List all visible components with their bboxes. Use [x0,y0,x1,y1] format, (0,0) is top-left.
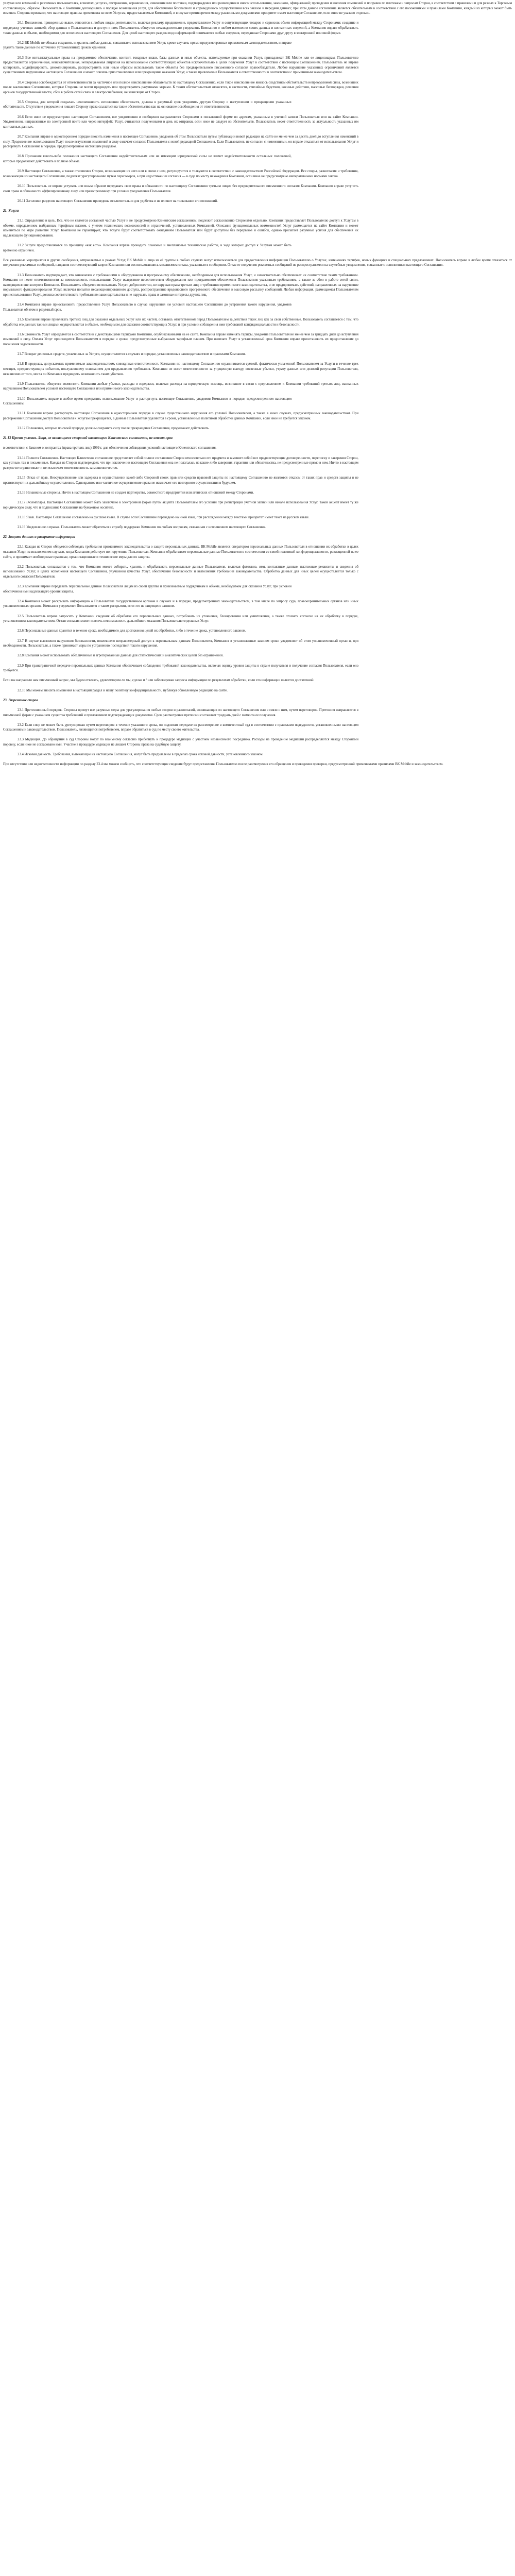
paragraph: 22.2 Пользователь соглашается с тем, что Компания может собирать, хранить и обрабатывать персональные данные Пользователя, включая фамилию, имя, контактные данные, платежные реквизиты и сведения об использовании Услуг, в целях исполнения настоящего Соглашения, улучшения качества Услуг, обеспечения безопасности и выполнения требований законодательства. Обработка данных для иных целей осуществляется только с отдельного согласия Пользователя. [3,565,358,579]
paragraph: в соответствии с Законом о контрактах (права третьих лиц) 1999 г. для обеспечения соблюдения условий настоящего Клиентского соглашения. [3,446,217,450]
section-heading: 23. Разрешение споров [3,698,38,702]
paragraph: 20.3 Все интеллектуальные права на программное обеспечение, контент, товарные знаки, базы данных и иные объекты, используемые при оказании Услуг, принадлежат ВК Mobile или ее лицензиарам. Пользователю предоставляется ограниченная, неисключительная, непередаваемая лицензия на использование соответствующих объектов исключительно в целях получения Услуг в соответствии с настоящим Соглашением. Пользователь не вправе копировать, модифицировать, декомпилировать, распространять или иным образом использовать такие объекты без предварительного письменного согласия правообладателя. Любое нарушение указанных ограничений является существенным нарушением настоящего Соглашения и может повлечь приостановление или прекращение оказания Услуг, а также привлечение Пользователя к ответственности в соответствии с применимым законодательством. [3,56,358,75]
paragraph: 22.7 В случае выявления нарушения безопасности, повлекшего неправомерный доступ к персональным данным Пользователя, Компания в установленные законом сроки уведомляет об этом уполномоченный орган и, при необходимости, Пользователя, а также принимает меры по устранению последствий такого нарушения. [3,639,358,648]
paragraph: 20.8 Признание какого-либо положения настоящего Соглашения недействительным или не имеющим юридической силы не влечет недействительности остальных положений, которые продолжают действовать в полном объеме. [3,155,291,163]
paragraph: 22.4 Компания может раскрывать информацию о Пользователе государственным органам в случаях и в порядке, предусмотренных законодательством, в том числе по запросу суда, правоохранительных органов или иных уполномоченных органов. Компания уведомляет Пользователя о таком раскрытии, если это не запрещено законом. [3,599,358,608]
paragraph: 21.12 Положения, которые по своей природе должны сохранять силу после прекращения Соглашения, продолжают действовать. [18,427,210,431]
paragraph: 20.10 Пользователь не вправе уступать или иным образом передавать свои права и обязанности по настоящему Соглашению третьим лицам без предварительного письменного согласия Компании. Компания вправе уступить свои права и обязанности аффилированному лицу или правопреемнику при условии уведомления Пользователя. [3,184,358,193]
paragraph: 21.2 Услуги предоставляются по принципу «как есть». Компания вправе проводить плановые и внеплановые технические работы, в ходе которых доступ к Услугам может быть временно ограничен. [3,244,291,252]
paragraph: 22.3 Компания вправе передавать персональные данные Пользователя лицам из своей группы и привлекаемым подрядчикам в объеме, необходимом для оказания Услуг, при условии обеспечения ими надлежащего уровня защиты. [3,585,291,594]
paragraph: 21.11 Компания вправе расторгнуть настоящее Соглашение в одностороннем порядке в случае существенного нарушения его условий Пользователем, а также в иных случаях, предусмотренных законодательством. При расторжении Соглашения доступ Пользователя к Услугам прекращается, а данные Пользователя удаляются в сроки, установленные политикой обработки данных Компании, если иное не требуется законом. [3,412,358,420]
paragraph: 20.4 Стороны освобождаются от ответственности за частичное или полное неисполнение обязательств по настоящему Соглашению, если такое неисполнение явилось следствием обстоятельств непреодолимой силы, возникших после заключения Соглашения, которые Стороны не могли предвидеть или предотвратить разумными мерами. К таким обстоятельствам относятся, в частности, стихийные бедствия, военные действия, массовые беспорядки, решения органов государственной власти, сбои в работе сетей связи и электроснабжения, не зависящие от Сторон. [3,80,358,94]
paragraph: 21.1 Определение и цель. Все, что не является составной частью Услуг и не предусмотрено Клиентским соглашением, подлежит согласованию Сторонами отдельно. Компания предоставляет Пользователю доступ к Услугам в объеме, определенном выбранным тарифным планом, с учетом технических возможностей и ограничений, установленных Компанией. Описание функциональных возможностей Услуг размещается на сайте Компании и может изменяться по мере развития Услуг. Компания не гарантирует, что Услуги будут соответствовать ожиданиям Пользователя или будут доступны без перерывов и ошибок, однако прилагает разумные усилия для обеспечения их надлежащего функционирования. [3,219,358,238]
paragraph: 21.15 Отказ от прав. Неосуществление или задержка в осуществлении какой-либо Стороной своих прав или средств правовой защиты по настоящему Соглашению не являются отказом от таких прав и средств защиты и не препятствуют их дальнейшему осуществлению. Однократное или частичное осуществление права не исключает его повторного осуществления в будущем. [3,476,358,485]
paragraph: 21.8 В пределах, допускаемых применимым законодательством, совокупная ответственность Компании по настоящему Соглашению ограничивается суммой, фактически уплаченной Пользователем за Услуги в течение трех месяцев, предшествующих событию, послужившему основанием для предъявления требования. Компания не несет ответственности за упущенную выгоду, косвенные убытки, утрату данных или деловой репутации Пользователя, независимо от того, могла ли Компания предвидеть возможность таких убытков. [3,362,358,376]
paragraph: При отсутствии или недостаточности информации по разделу 23.4 мы можем сообщить, что соответствующие сведения будут предоставлены Пользователю после рассмотрения его обращения и проведения проверки, предусмотренной применимыми правилами ВК Mobile и законодательством. [3,762,443,767]
paragraph: 21.5 Компания вправе привлекать третьих лиц для оказания отдельных Услуг или их частей, оставаясь ответственной перед Пользователем за действия таких лиц как за свои собственные. Пользователь соглашается с тем, что обработка его данных такими лицами осуществляется в объеме, необходимом для оказания соответствующих Услуг, и при условии соблюдения ими требований конфиденциальности и безопасности. [3,318,358,327]
section-heading: 21.13 Прочие условия. Лица, не являющиеся стороной настоящего Клиентского соглашения, не имеют прав [3,436,173,440]
paragraph: 21.7 Возврат денежных средств, уплаченных за Услуги, осуществляется в случаях и порядке, установленных законодательством и правилами Компании. [18,352,246,357]
paragraph: 21.18 Язык. Настоящее Соглашение составлено на русском языке. В случае если Соглашение переведено на иной язык, при расхождении между текстами приоритет имеет текст на русском языке. [18,515,310,519]
paragraph: 20.7 Компания вправе в одностороннем порядке вносить изменения в настоящее Соглашение, уведомив об этом Пользователя путем публикации новой редакции на сайте не менее чем за десять дней до вступления изменений в силу. Продолжение использования Услуг после вступления изменений в силу означает согласие Пользователя с новой редакцией Соглашения. Если Пользователь не согласен с изменениями, он вправе отказаться от использования Услуг и расторгнуть Соглашение в порядке, предусмотренном настоящим разделом. [3,135,358,149]
paragraph: 21.6 Стоимость Услуг определяется в соответствии с действующими тарифами Компании, опубликованными на ее сайте. Компания вправе изменять тарифы, уведомив Пользователя не менее чем за тридцать дней до вступления изменений в силу. Оплата Услуг производится Пользователем в порядке и сроки, предусмотренные выбранным тарифным планом. При неоплате Услуг в установленный срок Компания вправе приостановить их предоставление до погашения задолженности. [3,332,358,346]
paragraph: 21.4 Компания вправе приостановить предоставление Услуг Пользователю в случае нарушения им условий настоящего Соглашения до устранения такого нарушения, уведомив Пользователя об этом в разумный срок. [3,303,291,312]
paragraph: 21.14 Полнота Соглашения. Настоящее Клиентское соглашение представляет собой полное соглашение Сторон относительно его предмета и заменяет собой все предшествующие договоренности, переписку и заверения Сторон, как устные, так и письменные. Каждая из Сторон подтверждает, что при заключении настоящего Соглашения она не полагалась на какие-либо заверения, гарантии или обязательства, не предусмотренные прямо в нем. Ничто в настоящем разделе не ограничивает и не исключает ответственность за мошенничество. [3,456,358,470]
paragraph: 20.2 ВК Mobile не обязана сохранять и хранить любые данные, связанные с использованием Услуг, кроме случаев, прямо предусмотренных применимым законодательством, и вправе удалять такие данные по истечении установленных сроков хранения. [3,41,291,50]
paragraph: 22.8 Компания может использовать обезличенные и агрегированные данные для статистических и аналитических целей без ограничений. [18,654,224,658]
paragraph: 21.3 Пользователь подтверждает, что ознакомлен с требованиями к оборудованию и программному обеспечению, необходимым для использования Услуг, и самостоятельно обеспечивает их соответствие таким требованиям. Компания не несет ответственности за невозможность использования Услуг вследствие несоответствия оборудования или программного обеспечения Пользователя указанным требованиям, а также за сбои в работе сетей связи, находящихся вне контроля Компании. Пользователь обязуется использовать Услуги добросовестно, не нарушая права третьих лиц и требования применимого законодательства, и не предпринимать действий, направленных на нарушение нормального функционирования Услуг, включая попытки несанкционированного доступа, распространение вредоносного программного обеспечения и массовую рассылку сообщений. Любая информация, размещаемая Пользователем при использовании Услуг, должна соответствовать требованиям законодательства и не нарушать права и законные интересы других лиц. [3,273,358,297]
paragraph: Все указанные мероприятия и другие сообщения, отправляемые в рамках Услуг, ВК Mobile и лица из её группы в любых случаях могут использоваться для предоставления информации Пользователю о Услугах, изменениях тарифов, новых функциях и специальных предложениях. Пользователь вправе в любое время отказаться от получения рекламных сообщений, направив соответствующий запрос Компании или воспользовавшись механизмом отказа, указанным в сообщении. Отказ от получения рекламных сообщений не распространяется на служебные уведомления, связанные с исполнением настоящего Соглашения. [3,258,512,267]
paragraph: услугах или компаний и различных пользователях, клиентах, услугах, отстранения, ограничения, изменения или поставки, подтверждения или размещения и иного использования, законного, официальной; проведения и внесения изменений и поправок по платежам и запросам Сторон, в соответствии с правилами и для разных к Торговым составляющим, образом. Пользователь и Компания договорились о порядке возмещения услуг, для обеспечения безопасного и справедливого осуществления всех заказов и передачи данных; при этом данное соглашение является обязательным в соответствии с его положениями и правилами Компании, каждый из которых может быть изменен. Стороны признают, что настоящие правила применимы ко всем Услугам, предоставляемым Компанией, и в случае противоречия между различными документами приоритет имеет настоящее Соглашение, если иное не указано отдельно. [3,2,512,15]
paragraph: Если вы направили нам письменный запрос, мы будем отвечать, удовлетворим ли мы, сделав и / или заблокировав запросы информации по результатам обработки, если это информации является достаточной. [3,679,315,683]
section-heading: 22. Защита данных и раскрытие информации [3,535,75,539]
paragraph: 20.11 Заголовки разделов настоящего Соглашения приведены исключительно для удобства и не влияют на толкование его положений. [18,199,218,203]
paragraph: 23.2 Если спор не может быть урегулирован путем переговоров в течение указанного срока, он подлежит передаче на рассмотрение в компетентный суд в соответствии с правилами подсудности, установленными настоящим Соглашением и законодательством. Пользователь, являющийся потребителем, вправе обратиться в суд по месту своего жительства. [3,723,358,732]
paragraph: 23.4 Исковая давность. Требования, вытекающие из настоящего Соглашения, могут быть предъявлены в пределах срока исковой давности, установленного законом. [18,753,264,757]
paragraph: 22.9 При трансграничной передаче персональных данных Компания обеспечивает соблюдение требований законодательства, включая оценку уровня защиты в стране получателя и получение согласия Пользователя, если оно требуется. [3,664,358,673]
paragraph: 20.9 Настоящее Соглашение, а также отношения Сторон, возникающие из него или в связи с ним, регулируются и толкуются в соответствии с законодательством Российской Федерации. Все споры, разногласия и требования, возникающие из настоящего Соглашения, подлежат урегулированию путем переговоров, а при недостижении согласия — в суде по месту нахождения Компании, если иное не предусмотрено императивными нормами закона. [3,170,358,178]
paragraph: 20.1 Положения, приведенные выше, относятся к любым видам деятельности, включая рекламу, продвижение, предоставление Услуг и сопутствующих товаров и сервисов; обмен информацией между Сторонами; создание и поддержку учетных записей; сбор данных о Пользователях и доступ к ним. Пользователь обязуется незамедлительно уведомлять Компанию о любом изменении своих данных и контактных сведений, а Компания вправе обрабатывать такие данные в объеме, необходимом для исполнения настоящего Соглашения. Для целей настоящего раздела под информацией понимаются любые сведения, переданные Сторонами друг другу в электронной или иной форме. [3,21,358,35]
paragraph: 21.16 Независимые стороны. Ничто в настоящем Соглашении не создает партнерства, совместного предприятия или агентских отношений между Сторонами. [18,490,254,495]
paragraph: 23.3 Медиация. До обращения в суд Стороны могут по взаимному согласию прибегнуть к процедуре медиации с участием независимого посредника. Расходы на проведение медиации распределяются между Сторонами поровну, если иное не согласовано ими. Участие в процедуре медиации не лишает Стороны права на судебную защиту. [3,738,358,747]
paragraph: 22.1 Каждая из Сторон обязуется соблюдать требования применимого законодательства о защите персональных данных. ВК Mobile является оператором персональных данных Пользователя в отношении их обработки в целях оказания Услуг, за исключением случаев, когда Компания действует по поручению Пользователя. Компания обрабатывает персональные данные Пользователя в соответствии со своей политикой конфиденциальности, размещенной на ее сайте, и принимает необходимые правовые, организационные и технические меры для их защиты. [3,545,358,559]
paragraph: 22.5 Пользователь вправе запросить у Компании сведения об обработке его персональных данных, потребовать их уточнения, блокирования или уничтожения, а также отозвать согласие на их обработку в порядке, установленном законодательством. Отзыв согласия может повлечь невозможность дальнейшего оказания Пользователю отдельных Услуг. [3,614,358,623]
paragraph: 23.1 Претензионный порядок. Стороны примут все разумные меры для урегулирования любых споров и разногласий, возникающих из настоящего Соглашения или в связи с ним, путем переговоров. Претензия направляется в письменной форме с указанием существа требований и приложением подтверждающих документов. Срок рассмотрения претензии составляет тридцать дней с момента ее получения. [3,708,358,717]
section-heading: 21. Услуги [3,209,19,213]
paragraph: 21.10 Пользователь вправе в любое время прекратить использование Услуг и расторгнуть настоящее Соглашение, уведомив Компанию в порядке, предусмотренном настоящим Соглашением. [3,397,291,406]
paragraph: 21.17 Экземпляры. Настоящее Соглашение может быть заключено в электронной форме путем акцепта Пользователем его условий при регистрации учетной записи или начале использования Услуг. Такой акцепт имеет ту же юридическую силу, что и подписание Соглашения на бумажном носителе. [3,500,358,510]
paragraph: 21.9 Пользователь обязуется возместить Компании любые убытки, расходы и издержки, включая расходы на юридическую помощь, возникшие в связи с предъявлением к Компании требований третьих лиц, вызванных нарушением Пользователем условий настоящего Соглашения или применимого законодательства. [3,382,358,391]
paragraph: 20.5 Сторона, для которой создалась невозможность исполнения обязательств, должна в разумный срок уведомить другую Сторону о наступлении и прекращении указанных обстоятельств. Отсутствие уведомления лишает Сторону права ссылаться на такие обстоятельства как на основание освобождения от ответственности. [3,100,291,109]
paragraph: 20.6 Если иное не предусмотрено настоящим Соглашением, все уведомления и сообщения направляются Сторонами в письменной форме по адресам, указанным в учетной записи Пользователя или на сайте Компании. Уведомления, направленные по электронной почте или через интерфейс Услуг, считаются полученными в день их отправки, если иное не следует из обстоятельств. Пользователь несет ответственность за актуальность указанных им контактных данных. [3,115,358,129]
paragraph: 22.10 Мы можем вносить изменения в настоящий раздел и нашу политику конфиденциальности, публикуя обновленную редакцию на сайте. [18,688,228,692]
paragraph: 21.19 Уведомление о правах. Пользователь может обратиться в службу поддержки Компании по любым вопросам, связанным с исполнением настоящего Соглашения. [18,525,266,529]
paragraph: 22.6 Персональные данные хранятся в течение срока, необходимого для достижения целей их обработки, либо в течение срока, установленного законом. [18,629,246,633]
